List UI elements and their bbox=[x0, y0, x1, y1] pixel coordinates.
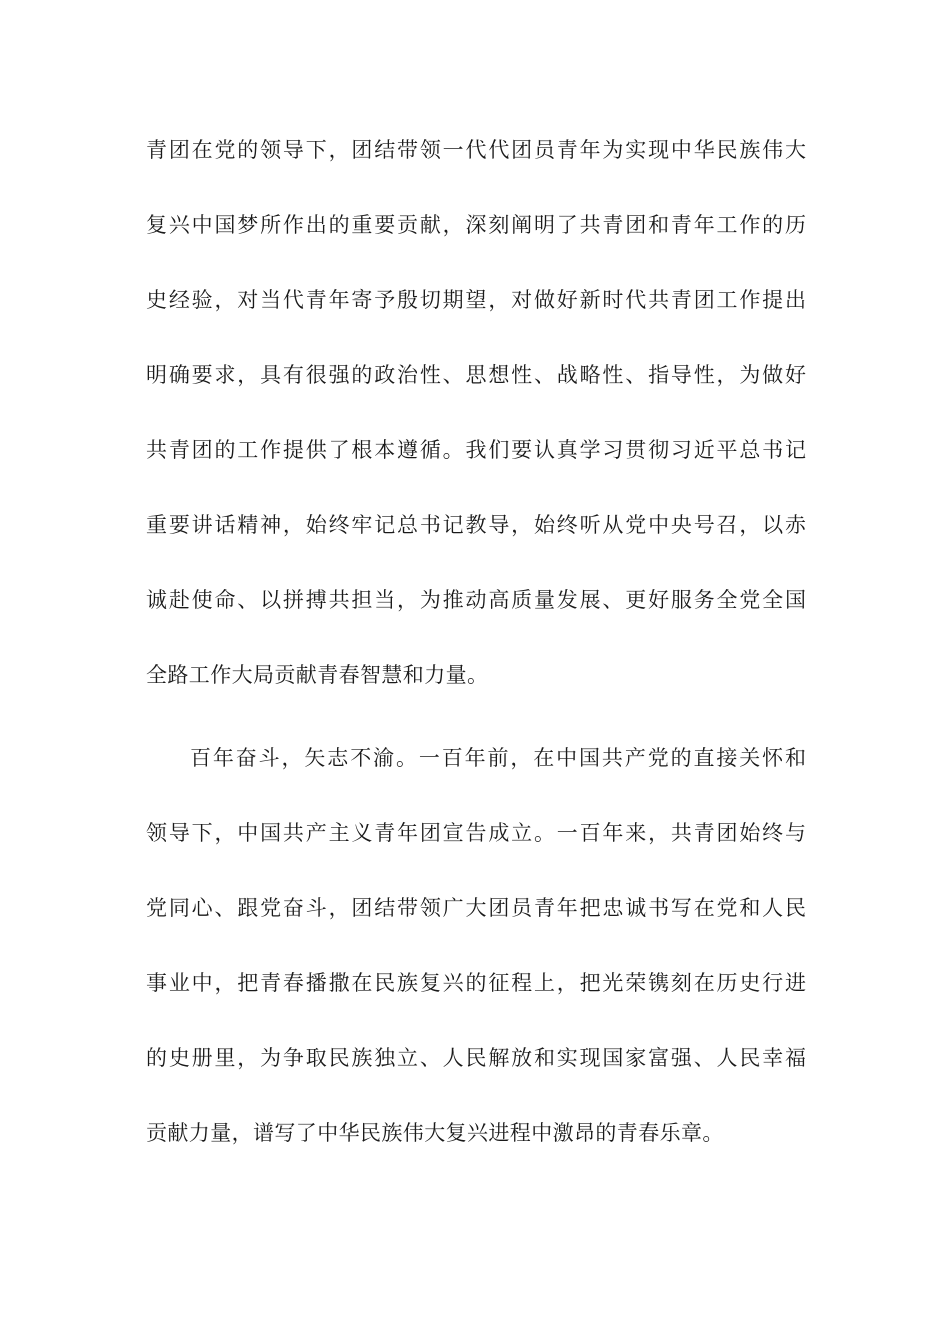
text-line: 贡献力量，谱写了中华民族伟大复兴进程中激昂的青春乐章。 bbox=[146, 1121, 724, 1145]
text-line: 共青团的工作提供了根本遵循。我们要认真学习贯彻习近平总书记 bbox=[146, 438, 806, 462]
text-line: 领导下，中国共产主义青年团宣告成立。一百年来，共青团始终与 bbox=[146, 821, 806, 845]
text-line: 重要讲话精神，始终牢记总书记教导，始终听从党中央号召，以赤 bbox=[146, 513, 806, 537]
text-line: 事业中，把青春播撒在民族复兴的征程上，把光荣镌刻在历史行进 bbox=[146, 971, 806, 995]
text-line: 复兴中国梦所作出的重要贡献，深刻阐明了共青团和青年工作的历 bbox=[146, 213, 806, 237]
text-line: 全路工作大局贡献青春智慧和力量。 bbox=[146, 663, 489, 687]
text-line: 青团在党的领导下，团结带领一代代团员青年为实现中华民族伟大 bbox=[146, 138, 806, 162]
text-line: 史经验，对当代青年寄予殷切期望，对做好新时代共青团工作提出 bbox=[146, 288, 806, 312]
text-line: 党同心、跟党奋斗，团结带领广大团员青年把忠诚书写在党和人民 bbox=[146, 896, 806, 920]
text-line: 明确要求，具有很强的政治性、思想性、战略性、指导性，为做好 bbox=[146, 363, 806, 387]
text-line: 诚赴使命、以拼搏共担当，为推动高质量发展、更好服务全党全国 bbox=[146, 588, 806, 612]
text-line: 的史册里，为争取民族独立、人民解放和实现国家富强、人民幸福 bbox=[146, 1046, 806, 1070]
text-line: 百年奋斗，矢志不渝。一百年前，在中国共产党的直接关怀和 bbox=[190, 746, 806, 770]
